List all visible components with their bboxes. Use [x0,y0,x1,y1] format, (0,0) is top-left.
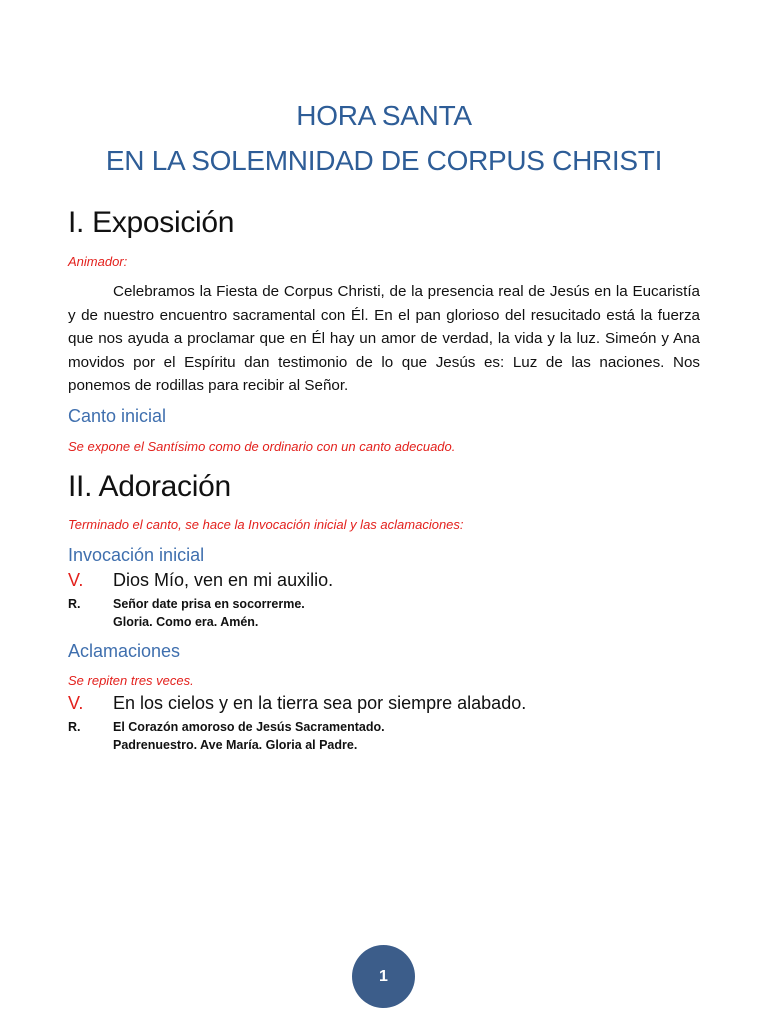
response-marker: R. [68,720,81,734]
response-text-line2: Padrenuestro. Ave María. Gloria al Padre. [113,738,358,752]
response-marker: R. [68,597,81,611]
subheading-canto-inicial: Canto inicial [68,406,167,426]
versicle-acclamation [68,693,526,714]
versicle-marker: V. [68,693,84,713]
document-title-line2: EN LA SOLEMNIDAD DE CORPUS CHRISTI [105,145,663,176]
response-invocation [68,595,305,613]
versicle-invocation [68,570,333,591]
versicle-marker: V. [68,570,84,590]
versicle-text: Dios Mío, ven en mi auxilio. [113,570,334,590]
rubric-expone-santisimo: Se expone el Santísimo como de ordinario con un canto adecuado. [68,439,456,454]
page-number-badge: 1 [352,945,415,1008]
response-text-line1: El Corazón amoroso de Jesús Sacramentado. [113,720,385,734]
rubric-se-repiten: Se repiten tres veces. [68,673,194,688]
response-text-line2: Gloria. Como era. Amén. [113,615,259,629]
subheading-invocacion-inicial: Invocación inicial [68,545,205,565]
rubric-terminado-canto: Terminado el canto, se hace la Invocación inicial y las aclamaciones: [68,517,464,532]
rubric-animador: Animador: [68,254,128,269]
section-heading-adoracion: II. Adoración [68,470,231,503]
subheading-aclamaciones: Aclamaciones [68,641,181,661]
intro-paragraph: Celebramos la Fiesta de Corpus Christi, de la presencia real de Jesús en la Eucaristía y de nuestro encuentro sacramental con Él. En el pan glorioso del resucitado está la fuerza que nos ayuda a proclamar que en Él hay un amor de verdad, la vida y la luz. Simeón y Ana movidos por el Espíritu dan testimonio de lo que Jesús es: Luz de las naciones. Nos ponemos de rodillas para recibir al Señor. [68,283,700,394]
response-acclamation [68,718,385,736]
document-title-line1: HORA SANTA [296,100,472,131]
section-heading-exposicion: I. Exposición [68,206,235,239]
versicle-text: En los cielos y en la tierra sea por siempre alabado. [113,693,527,713]
response-text-line1: Señor date prisa en socorrerme. [113,597,305,611]
